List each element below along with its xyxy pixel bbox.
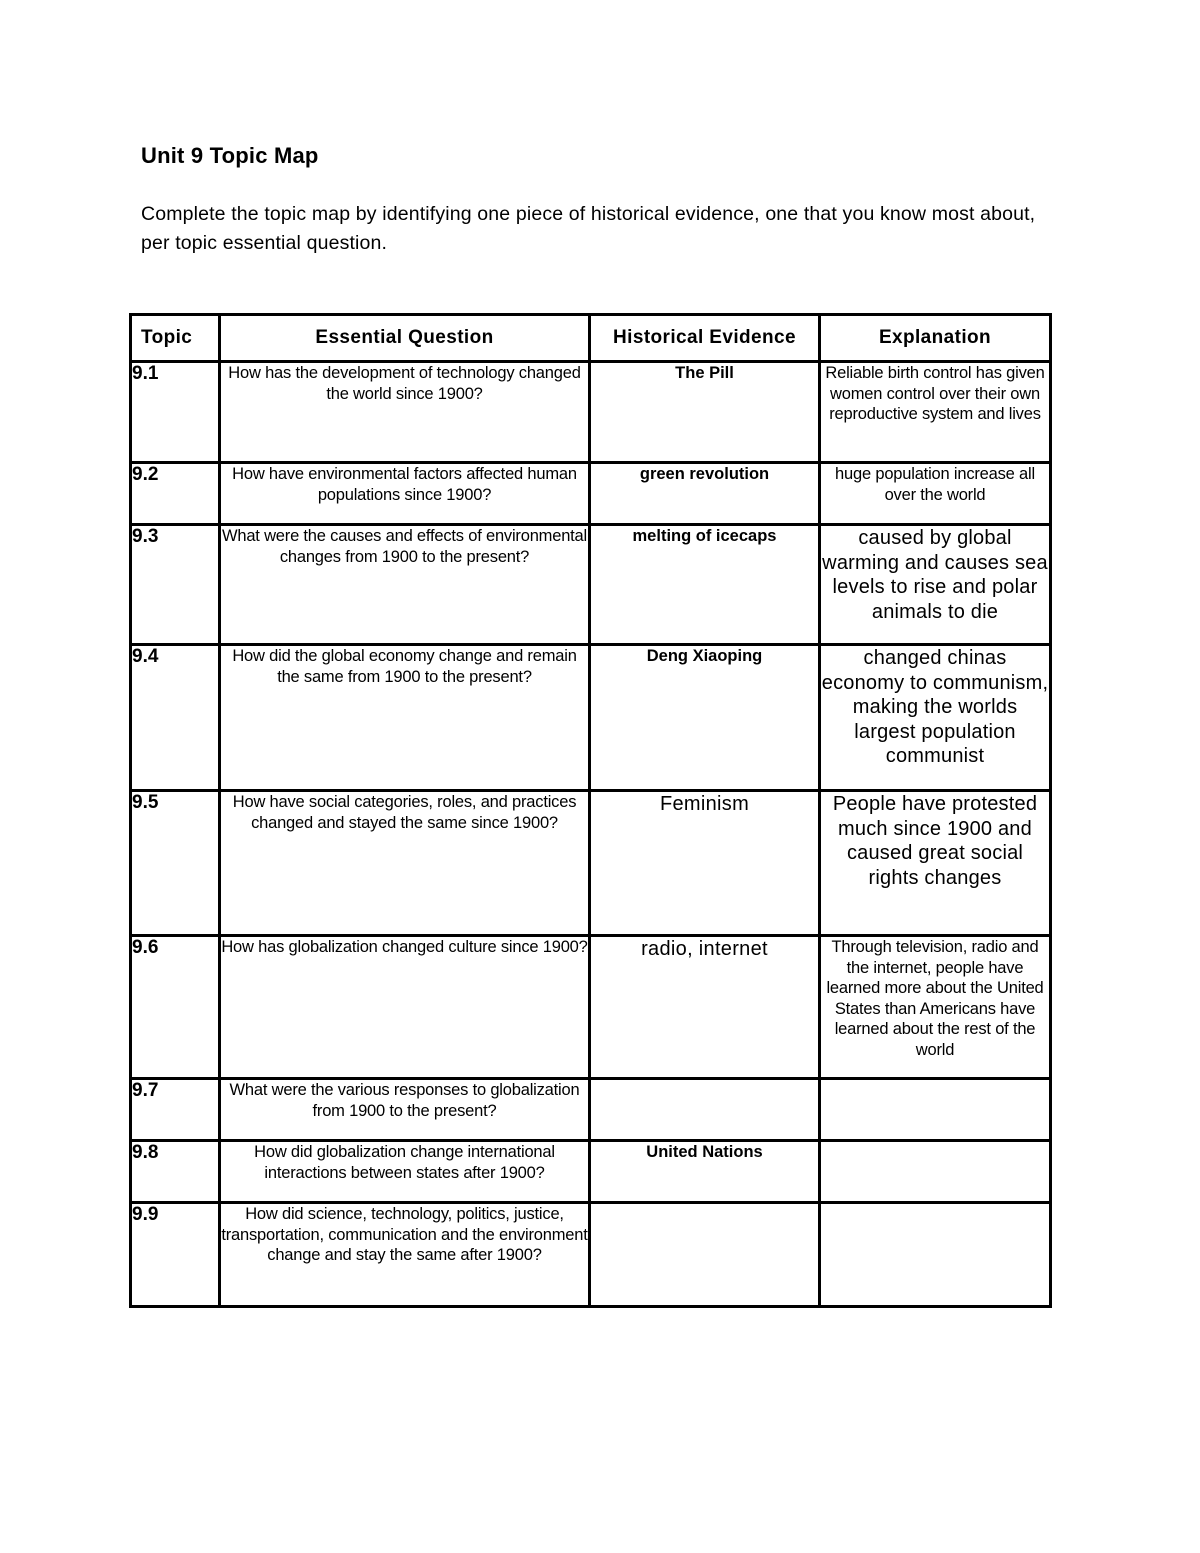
evidence-cell bbox=[590, 463, 820, 525]
topic-cell: 9.4 bbox=[131, 645, 220, 791]
evidence-text: United Nations bbox=[646, 1143, 763, 1161]
evidence-text: Deng Xiaoping bbox=[646, 647, 763, 665]
topic-map-table bbox=[129, 313, 1052, 1308]
evidence-text: radio, internet bbox=[641, 938, 768, 960]
topic-cell: 9.2 bbox=[131, 463, 220, 525]
instructions-text: Complete the topic map by identifying one piece of historical evidence, one that you know most about, per topic essential question. bbox=[141, 203, 1036, 254]
question-cell: How did the global economy change and remain the same from 1900 to the present? bbox=[220, 645, 590, 791]
explanation-cell bbox=[820, 936, 1051, 1079]
table-row bbox=[131, 362, 1051, 463]
table-row bbox=[131, 1079, 1051, 1141]
table-row bbox=[131, 1141, 1051, 1203]
topic-cell: 9.5 bbox=[131, 791, 220, 936]
explanation-cell bbox=[820, 1203, 1051, 1307]
evidence-cell bbox=[590, 645, 820, 791]
topic-cell: 9.1 bbox=[131, 362, 220, 463]
explanation-cell bbox=[820, 525, 1051, 645]
table-row bbox=[131, 645, 1051, 791]
evidence-text: green revolution bbox=[639, 465, 770, 483]
question-cell: How did science, technology, politics, justice, transportation, communication and the environment change and stay the same after 1900? bbox=[220, 1203, 590, 1307]
question-cell: How have social categories, roles, and practices changed and stayed the same since 1900? bbox=[220, 791, 590, 936]
explanation-text: changed chinas economy to communism, making the worlds largest population communist bbox=[821, 647, 1049, 768]
question-cell: What were the causes and effects of environmental changes from 1900 to the present? bbox=[220, 525, 590, 645]
header-historical-evidence: Historical Evidence bbox=[590, 315, 820, 362]
explanation-cell bbox=[820, 1141, 1051, 1203]
explanation-cell bbox=[820, 463, 1051, 525]
evidence-cell bbox=[590, 936, 820, 1079]
topic-cell: 9.9 bbox=[131, 1203, 220, 1307]
question-cell: How have environmental factors affected human populations since 1900? bbox=[220, 463, 590, 525]
explanation-text: Reliable birth control has given women control over their own reproductive system and lives bbox=[825, 364, 1045, 423]
page-title: Unit 9 Topic Map bbox=[141, 143, 319, 168]
table-row bbox=[131, 463, 1051, 525]
evidence-cell bbox=[590, 525, 820, 645]
evidence-text: The Pill bbox=[675, 364, 734, 382]
question-cell: What were the various responses to globalization from 1900 to the present? bbox=[220, 1079, 590, 1141]
topic-cell: 9.6 bbox=[131, 936, 220, 1079]
header-row bbox=[131, 315, 1051, 362]
table-row bbox=[131, 791, 1051, 936]
explanation-text: People have protested much since 1900 and caused great social rights changes bbox=[832, 793, 1038, 889]
explanation-cell bbox=[820, 1079, 1051, 1141]
header-topic: Topic bbox=[131, 315, 220, 362]
topic-cell: 9.8 bbox=[131, 1141, 220, 1203]
topic-cell: 9.3 bbox=[131, 525, 220, 645]
question-cell: How has globalization changed culture since 1900? bbox=[220, 936, 590, 1079]
evidence-cell bbox=[590, 1079, 820, 1141]
table-row bbox=[131, 525, 1051, 645]
topic-cell: 9.7 bbox=[131, 1079, 220, 1141]
header-essential-question: Essential Question bbox=[220, 315, 590, 362]
question-cell: How has the development of technology changed the world since 1900? bbox=[220, 362, 590, 463]
evidence-text: Feminism bbox=[659, 793, 750, 815]
question-cell: How did globalization change international interactions between states after 1900? bbox=[220, 1141, 590, 1203]
explanation-cell bbox=[820, 645, 1051, 791]
evidence-cell bbox=[590, 1203, 820, 1307]
evidence-cell bbox=[590, 362, 820, 463]
evidence-text: melting of icecaps bbox=[632, 527, 777, 545]
explanation-text: Through television, radio and the internet, people have learned more about the United States than Americans have learned about the rest of the world bbox=[826, 938, 1044, 1059]
explanation-text: caused by global warming and causes sea levels to rise and polar animals to die bbox=[822, 527, 1048, 623]
header-explanation: Explanation bbox=[820, 315, 1051, 362]
table-row bbox=[131, 936, 1051, 1079]
explanation-cell bbox=[820, 362, 1051, 463]
explanation-text: huge population increase all over the world bbox=[835, 465, 1035, 504]
table-row bbox=[131, 1203, 1051, 1307]
explanation-cell bbox=[820, 791, 1051, 936]
evidence-cell bbox=[590, 791, 820, 936]
evidence-cell bbox=[590, 1141, 820, 1203]
